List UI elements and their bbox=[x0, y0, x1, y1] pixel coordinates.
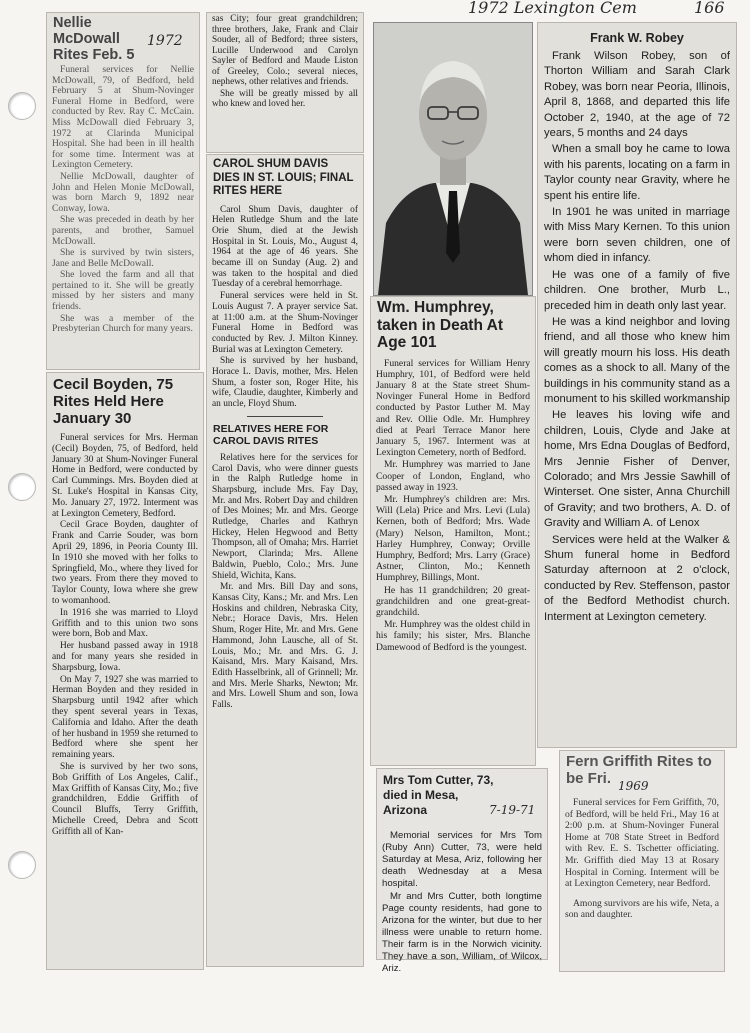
humphrey-paragraph: He has 11 grandchildren; 20 great-grandchildren and one great-great-grandchild. bbox=[376, 584, 530, 618]
humphrey-paragraph: Mr. Humphrey was married to Jane Cooper of London, England, who passed away in 1923. bbox=[376, 459, 530, 493]
clipping-nellie-mcdowall bbox=[46, 12, 200, 370]
clipping-frank-robey bbox=[537, 22, 737, 748]
continued-paragraph: She will be greatly missed by all who knew and loved her. bbox=[212, 88, 358, 109]
robey-paragraph: In 1901 he was united in marriage with Miss Mary Kernen. To this union were born seven children, one of whom died in infancy. bbox=[544, 206, 730, 265]
cecil-headline: Cecil Boyden, 75 Rites Held Here January 30 bbox=[53, 376, 174, 427]
griffith-paragraph: Among survivors are his wife, Neta, a son and daughter. bbox=[565, 897, 720, 921]
cecil-paragraph: In 1916 she was married to Lloyd Griffith and to this union two sons were born, Bob and Max. bbox=[52, 607, 198, 640]
humphrey-headline: Wm. Humphrey, taken in Death At Age 101 bbox=[377, 299, 504, 351]
robey-paragraph: He was one of a family of five children. One brother, Murb L., preceded him in death only last year. bbox=[544, 268, 730, 312]
relatives-paragraph: Mr. and Mrs. Bill Day and sons, Kansas City, Kans.; Mr. and Mrs. Len Hoskins and children, Nebraska City, Nebr.; Horace Davis, Mrs. Helen Shum, Roger Hite, Mr. and Mrs. Gene Hammond, John Lausche, all of St. Louis, Mo.; Mr. and Mrs. G. J. Kaisand, Mrs. Mary Kaisand, Mrs. Edith Hasselbrink, all of Grinnell; Mr. and Mrs. Merle Sharks, Newton; Mr. and Mrs. Lowell Shum and son, Iowa Falls. bbox=[212, 582, 358, 711]
nellie-paragraph: She was preceded in death by her parents, and brother, Samuel McDowall. bbox=[52, 214, 194, 247]
binder-hole-top bbox=[8, 92, 36, 120]
nellie-paragraph: She is survived by twin sisters, Jane and Belle McDowall. bbox=[52, 247, 194, 269]
griffith-headline: Fern Griffith Rites to be Fri. bbox=[566, 753, 712, 787]
portrait-illustration bbox=[374, 23, 532, 295]
humphrey-portrait-photo bbox=[373, 22, 533, 296]
cutter-headline: Mrs Tom Cutter, 73, died in Mesa, Arizona bbox=[383, 773, 494, 817]
clipping-fern-griffith bbox=[559, 750, 725, 972]
clipping-carol-shum-davis bbox=[206, 154, 364, 967]
carol-paragraph: She is survived by her husband, Horace L. Davis, mother, Mrs. Helen Shum, a foster son, Roger Hite, his wife, Claudie, daughter, Kimberly and an uncle, Floyd Shum. bbox=[212, 356, 358, 410]
handwritten-header: 1972 Lexington Cem bbox=[468, 0, 637, 17]
humphrey-paragraph: Mr. Humphrey's children are: Mrs. Will (Lela) Price and Mrs. Levi (Lula) Kernen, both of Bedford; Mrs. Wade (Mary) Nelson, Hamilton, Mont.; Harley Humphrey, Conway; Orville Humphry, Bedford; Mrs. Larry (Grace) Astner, Clinton, Mo.; Kenneth Humphrey, Billings, Mont. bbox=[376, 493, 530, 584]
carol-headline: CAROL SHUM DAVIS DIES IN ST. LOUIS; FINAL RITES HERE bbox=[213, 158, 354, 197]
cecil-paragraph: Funeral services for Mrs. Herman (Cecil) Boyden, 75, of Bedford, held January 30 at Shum-Novinger Funeral Home in Bedford, were conducted by Carl Cummings. Mrs. Boyden died at St. Luke's Hospital in Kansas City, Mo. January 27, 1972. Interment was at Lexington Cemetery, Bedford. bbox=[52, 433, 198, 519]
cecil-paragraph: Cecil Grace Boyden, daughter of Frank and Carrie Souder, was born April 29, 1896, in Peoria County Ill. In 1910 she moved with her folks to Springfield, Mo., where they lived for two years. From there they moved to Taylor County, Iowa where she grew to womanhood. bbox=[52, 520, 198, 606]
relatives-headline: RELATIVES HERE FOR CAROL DAVIS RITES bbox=[213, 422, 329, 448]
robey-paragraph: Services were held at the Walker & Shum funeral home in Bedford Saturday afternoon at 2 o'clock, conducted by Rev. Steffenson, pastor of the Bedford Methodist church. Interment at Lexington cemetery. bbox=[544, 533, 730, 623]
robey-paragraph: When a small boy he came to Iowa with his parents, locating on a farm in Taylor county near Gravity, where he spent his entire life. bbox=[544, 143, 730, 202]
nellie-paragraph: Funeral services for Nellie McDowall, 79, of Bedford, held February 5 at Shum-Novinger Funeral Home in Bedford, were conducted by Rev. Ray C. McCain. Miss McDowall died February 3, 1972 at Clarinda Municipal Hospital. She had been in ill health for some time. Interment was at Lexington Cemetery. bbox=[52, 64, 194, 171]
robey-headline: Frank W. Robey bbox=[590, 31, 684, 45]
nellie-paragraph: She loved the farm and all that pertained to it. She will be greatly missed by her sisters and many friends. bbox=[52, 269, 194, 313]
carol-paragraph: Funeral services were held in St. Louis August 7. A prayer service Sat. at 11:00 a.m. at the Shum-Novinger Funeral Home in Bedford was conducted by Rev. J. Milton Kinney. Burial was at Lexington Cemetery. bbox=[212, 291, 358, 355]
nellie-headline: Nellie McDowall Rites Feb. 5 bbox=[53, 15, 135, 63]
griffith-paragraph: Funeral services for Fern Griffith, 70, of Bedford, will be held Fri., May 16 at 2:00 p.m. at Shum-Novinger Funeral Home at 708 State Street in Bedford with Rev. E. S. Tschetter officiating. Mr. Griffith died May 13 at Rosary Hospital in Corning. Interment will be at Lexington Cemetery, near Bedford. bbox=[565, 797, 719, 890]
humphrey-paragraph: Mr. Humphrey was the oldest child in his family; his sister, Mrs. Blanche Damewood of Bedford is the youngest. bbox=[376, 619, 530, 653]
humphrey-paragraph: Funeral services for William Henry Humphry, 101, of Bedford were held January 8 at the State street Shum-Novinger Funeral Home in Bedford conducted by Pastor Luther M. May and Rev. Ollie Odle. Mr. Humphrey died at Pearl Terrace Manor here January 5, 1967. Interment was at Lexington Cemetery, north of Bedford. bbox=[376, 357, 530, 459]
nellie-handwritten-year: 1972 bbox=[147, 33, 183, 49]
handwritten-page-number: 166 bbox=[694, 0, 725, 17]
nellie-paragraph: Nellie McDowall, daughter of John and Helen Monie McDowall, was born March 9, 1892 near Conway, Iowa. bbox=[52, 170, 194, 214]
robey-paragraph: He leaves his loving wife and children, Louis, Clyde and Jake at home, Mrs Edna Douglas of Bedford, Mrs Jennie Fisher of Denver, Colorado; and Mrs Jessie Sawhill of Winterset. One sister, Anna Churchill of Gravity; and two brothers, A. D. of Gravity and William A. of Lenox bbox=[544, 409, 730, 530]
binder-hole-bottom bbox=[8, 851, 36, 879]
cecil-paragraph: Her husband passed away in 1918 and for many years she resided in Sharpsburg, Iowa. bbox=[52, 641, 198, 673]
clipping-cecil-boyden bbox=[46, 372, 204, 970]
griffith-handwritten-year: 1969 bbox=[618, 779, 649, 793]
cecil-paragraph: On May 7, 1927 she was married to Herman Boyden and they resided in Sharpsburg until 1942 after which they spent several years in Texas, California and Idaho. After the death of her husband in 1959 she returned to Bedford where she spent her remaining years. bbox=[52, 674, 198, 761]
robey-paragraph: Frank Wilson Robey, son of Thorton William and Sarah Clark Robey, was born near Peoria, Illinois, April 8, 1868, and departed this life October 2, 1940, at the age of 72 years, 5 months and 24 days bbox=[544, 50, 730, 140]
carol-paragraph: Carol Shum Davis, daughter of Helen Rutledge Shum and the late Orie Shum, died at the Jewish Hospital in St. Louis, Mo., August 4, 1964 at the age of 46 years. She became ill on Sunday (Aug. 2) and was taken to the hospital and died Tuesday of a cerebral hemorrhage. bbox=[212, 204, 358, 290]
cutter-paragraph: Mr and Mrs Cutter, both longtime Page county residents, had gone to Arizona for the winter, but due to her illness were unable to return home. Their farm is in the Norwich vicinity. They have a son, William, of Wilcox, Ariz. bbox=[382, 891, 542, 974]
clipping-wm-humphrey bbox=[370, 296, 536, 766]
separator-rule bbox=[247, 416, 323, 417]
nellie-paragraph: She was a member of the Presbyterian Church for many years. bbox=[52, 312, 194, 335]
binder-hole-middle bbox=[8, 473, 36, 501]
robey-paragraph: He was a kind neighbor and loving friend, and all those who knew him will greatly mourn his loss. His death comes as a shock to all. Many of the buildings in his community stand as a monument to his skilled workmanship bbox=[544, 315, 730, 405]
continued-paragraph: sas City; four great grandchildren; three brothers, Jake, Frank and Clair Souder, all of Bedford; three sisters, Lucille Underwood and Carolyn Sayler of Bedford and Maude Liston of Greeley, Colo.; several nieces, nephews, other relatives and friends. bbox=[212, 14, 358, 87]
cecil-paragraph: She is survived by her two sons, Bob Griffith of Los Angeles, Calif., Max Griffith of Kansas City, Mo.; five grandchildren, Eddie Griffith of Council Bluffs, Terry Griffith, Michelle Creed, Debra and Scott Griffith all of Kan- bbox=[52, 761, 198, 837]
cutter-paragraph: Memorial services for Mrs Tom (Ruby Ann) Cutter, 73, were held Saturday at Mesa, Ariz, following her death Wednesday at a Mesa hospital. bbox=[382, 830, 542, 889]
clipping-mrs-tom-cutter bbox=[376, 768, 548, 974]
relatives-paragraph: Relatives here for the services for Carol Davis, who were dinner guests in the Ralph Rutledge home in Sharpsburg, include Mrs. Fay Day, Mr. and Mrs. Robert Day and children of Des Moines; Mr. and Mrs. George Rutledge, Charles and Kathryn Hickey, Helen Hegwood and Betty Thompson, all of Omaha; Mrs. Harriet Newport, Clarinda; Mrs. Allene Baldwin, Pueblo, Colo.; Mrs. June Shield, Wichita, Kans. bbox=[212, 452, 358, 581]
clipping-boyden-continued bbox=[206, 12, 364, 153]
cutter-handwritten-date: 7-19-71 bbox=[489, 803, 536, 817]
